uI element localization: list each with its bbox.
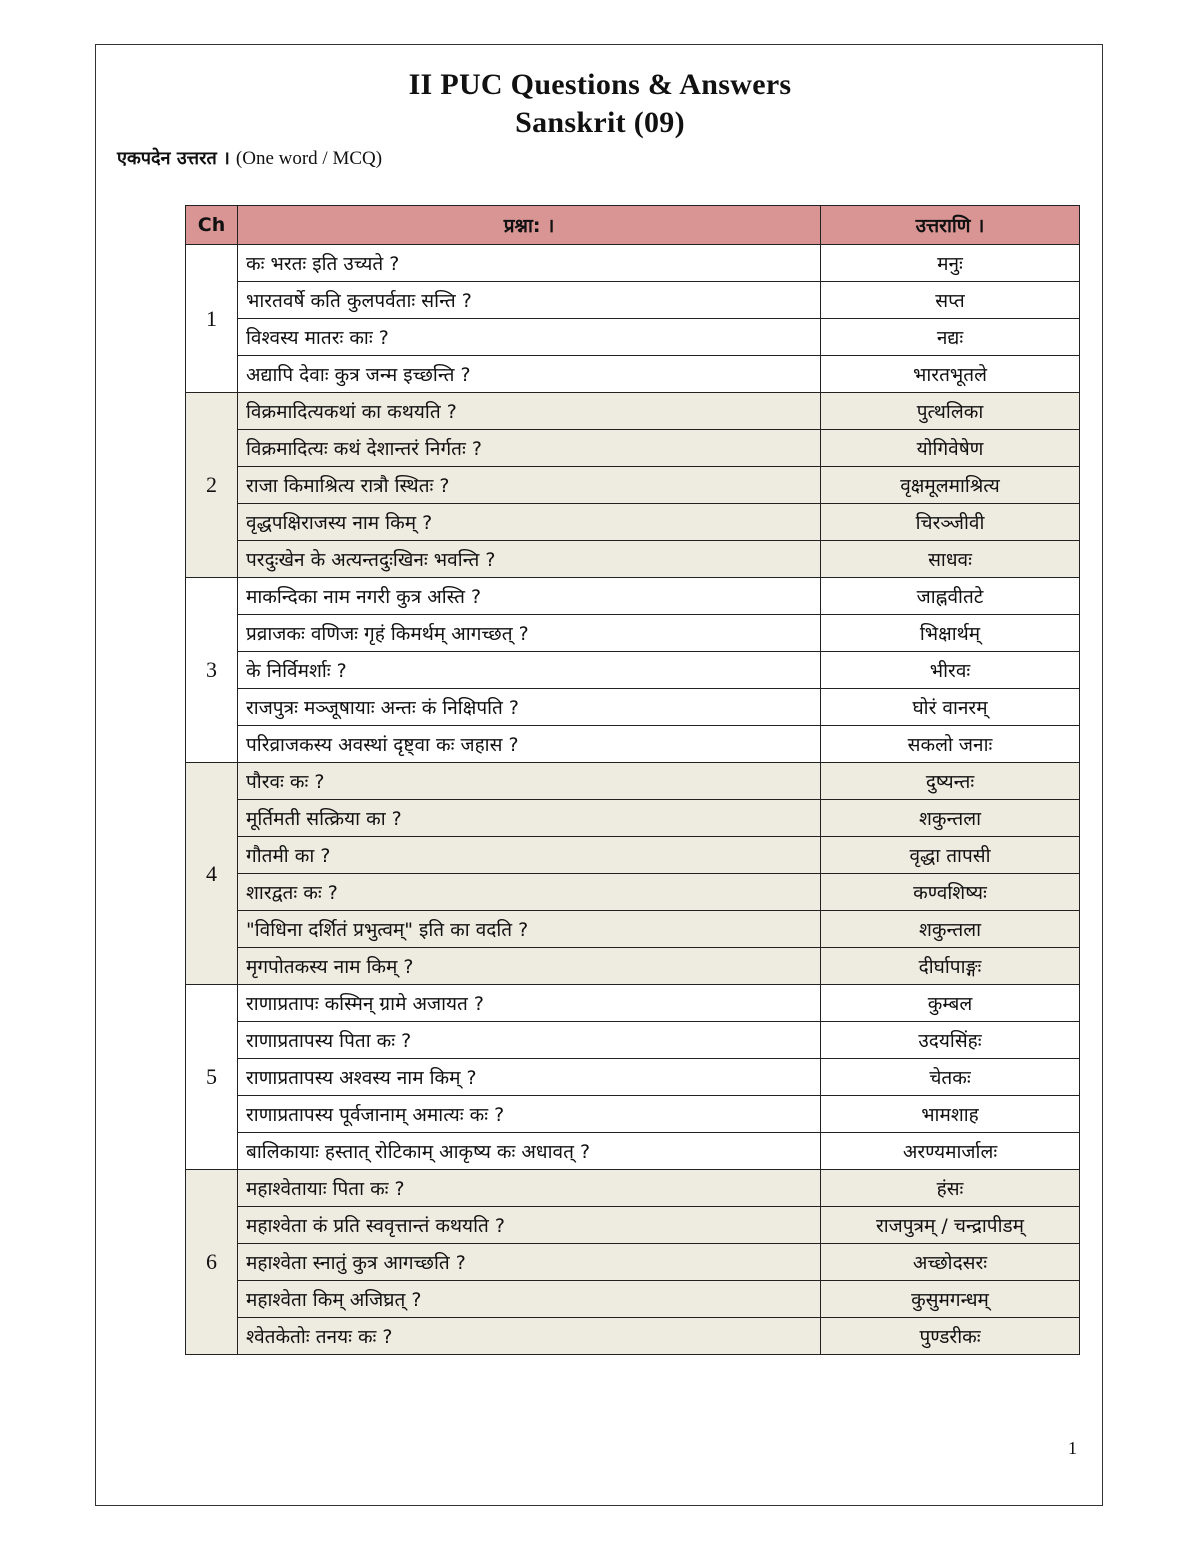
table-row (186, 763, 1080, 800)
question-cell: महाश्वेतायाः पिता कः ? (238, 1170, 821, 1207)
answer-cell: नद्यः (821, 319, 1080, 356)
answer-cell: कुसुमगन्धम् (821, 1281, 1080, 1318)
answer-cell: उदयसिंहः (821, 1022, 1080, 1059)
answer-cell: कण्वशिष्यः (821, 874, 1080, 911)
table-body (186, 245, 1080, 1355)
header-chapter: Ch (186, 206, 238, 245)
table-row (186, 430, 1080, 467)
table-row (186, 1022, 1080, 1059)
answer-cell: कुम्बल (821, 985, 1080, 1022)
question-cell: मूर्तिमती सत्क्रिया का ? (238, 800, 821, 837)
answer-cell: शकुन्तला (821, 800, 1080, 837)
question-cell: श्वेतकेतोः तनयः कः ? (238, 1318, 821, 1355)
answer-cell: सकलो जनाः (821, 726, 1080, 763)
table-row (186, 1244, 1080, 1281)
question-cell: महाश्वेता किम् अजिघ्रत् ? (238, 1281, 821, 1318)
answer-cell: दीर्घापाङ्गः (821, 948, 1080, 985)
question-cell: कः भरतः इति उच्यते ? (238, 245, 821, 282)
chapter-number: 1 (186, 245, 238, 393)
chapter-number: 5 (186, 985, 238, 1170)
chapter-number: 3 (186, 578, 238, 763)
question-cell: महाश्वेता स्नातुं कुत्र आगच्छति ? (238, 1244, 821, 1281)
question-cell: महाश्वेता कं प्रति स्ववृत्तान्तं कथयति ? (238, 1207, 821, 1244)
question-cell: के निर्विमर्शाः ? (238, 652, 821, 689)
answer-cell: दुष्यन्तः (821, 763, 1080, 800)
question-cell: अद्यापि देवाः कुत्र जन्म इच्छन्ति ? (238, 356, 821, 393)
answer-cell: भिक्षार्थम् (821, 615, 1080, 652)
section-note: (One word / MCQ) (235, 148, 383, 169)
answer-cell: सप्त (821, 282, 1080, 319)
table-row (186, 726, 1080, 763)
table-row (186, 1207, 1080, 1244)
header-questions: प्रश्ना: । (238, 206, 821, 245)
answer-cell: भीरवः (821, 652, 1080, 689)
table-row (186, 578, 1080, 615)
table-row (186, 245, 1080, 282)
question-cell: पौरवः कः ? (238, 763, 821, 800)
question-cell: गौतमी का ? (238, 837, 821, 874)
question-cell: विश्वस्य मातरः काः ? (238, 319, 821, 356)
qa-table (185, 205, 1080, 1355)
question-cell: राणाप्रतापः कस्मिन् ग्रामे अजायत ? (238, 985, 821, 1022)
question-cell: विक्रमादित्यकथां का कथयति ? (238, 393, 821, 430)
question-cell: राजा किमाश्रित्य रात्रौ स्थितः ? (238, 467, 821, 504)
table-row (186, 504, 1080, 541)
chapter-number: 6 (186, 1170, 238, 1355)
question-cell: राणाप्रतापस्य अश्वस्य नाम किम् ? (238, 1059, 821, 1096)
question-cell: राजपुत्रः मञ्जूषायाः अन्तः कं निक्षिपति ? (238, 689, 821, 726)
answer-cell: अरण्यमार्जालः (821, 1133, 1080, 1170)
question-cell: मृगपोतकस्य नाम किम् ? (238, 948, 821, 985)
answer-cell: पुण्डरीकः (821, 1318, 1080, 1355)
table-row (186, 467, 1080, 504)
header-answers: उत्तराणि । (821, 206, 1080, 245)
chapter-number: 2 (186, 393, 238, 578)
table-row (186, 948, 1080, 985)
section-heading (117, 146, 382, 170)
question-cell: प्रव्राजकः वणिजः गृहं किमर्थम् आगच्छत् ? (238, 615, 821, 652)
answer-cell: शकुन्तला (821, 911, 1080, 948)
table-row (186, 319, 1080, 356)
question-cell: विक्रमादित्यः कथं देशान्तरं निर्गतः ? (238, 430, 821, 467)
answer-cell: घोरं वानरम् (821, 689, 1080, 726)
document-title: II PUC Questions & Answers (408, 68, 792, 101)
table-row (186, 1059, 1080, 1096)
table-row (186, 985, 1080, 1022)
chapter-number: 4 (186, 763, 238, 985)
answer-cell: भारतभूतले (821, 356, 1080, 393)
question-cell: भारतवर्षे कति कुलपर्वताः सन्ति ? (238, 282, 821, 319)
page-number: 1 (1068, 1438, 1077, 1458)
table-row (186, 282, 1080, 319)
answer-cell: राजपुत्रम् / चन्द्रापीडम् (821, 1207, 1080, 1244)
answer-cell: मनुः (821, 245, 1080, 282)
answer-cell: वृद्धा तापसी (821, 837, 1080, 874)
table-row (186, 1096, 1080, 1133)
question-cell: परदुःखेन के अत्यन्तदुःखिनः भवन्ति ? (238, 541, 821, 578)
table-row (186, 541, 1080, 578)
answer-cell: चिरञ्जीवी (821, 504, 1080, 541)
answer-cell: पुत्थलिका (821, 393, 1080, 430)
question-cell: राणाप्रतापस्य पूर्वजानाम् अमात्यः कः ? (238, 1096, 821, 1133)
table-header-row (186, 206, 1080, 245)
answer-cell: हंसः (821, 1170, 1080, 1207)
answer-cell: योगिवेषेण (821, 430, 1080, 467)
question-cell: शारद्वतः कः ? (238, 874, 821, 911)
table-row (186, 356, 1080, 393)
question-cell: बालिकायाः हस्तात् रोटिकाम् आकृष्य कः अधावत् ? (238, 1133, 821, 1170)
question-cell: वृद्धपक्षिराजस्य नाम किम् ? (238, 504, 821, 541)
answer-cell: साधवः (821, 541, 1080, 578)
section-label: एकपदेन उत्तरत । (117, 148, 230, 169)
table-row (186, 837, 1080, 874)
table-row (186, 1133, 1080, 1170)
answer-cell: अच्छोदसरः (821, 1244, 1080, 1281)
answer-cell: वृक्षमूलमाश्रित्य (821, 467, 1080, 504)
question-cell: माकन्दिका नाम नगरी कुत्र अस्ति ? (238, 578, 821, 615)
answer-cell: जाह्नवीतटे (821, 578, 1080, 615)
answer-cell: भामशाह (821, 1096, 1080, 1133)
question-cell: परिव्राजकस्य अवस्थां दृष्ट्वा कः जहास ? (238, 726, 821, 763)
table-row (186, 689, 1080, 726)
table-row (186, 652, 1080, 689)
table-row (186, 1318, 1080, 1355)
table-row (186, 1170, 1080, 1207)
table-row (186, 874, 1080, 911)
question-cell: राणाप्रतापस्य पिता कः ? (238, 1022, 821, 1059)
document-subtitle: Sanskrit (09) (515, 106, 685, 139)
table-row (186, 800, 1080, 837)
table-row (186, 393, 1080, 430)
answer-cell: चेतकः (821, 1059, 1080, 1096)
question-cell: "विधिना दर्शितं प्रभुत्वम्" इति का वदति ? (238, 911, 821, 948)
table-row (186, 911, 1080, 948)
table-row (186, 1281, 1080, 1318)
table-row (186, 615, 1080, 652)
